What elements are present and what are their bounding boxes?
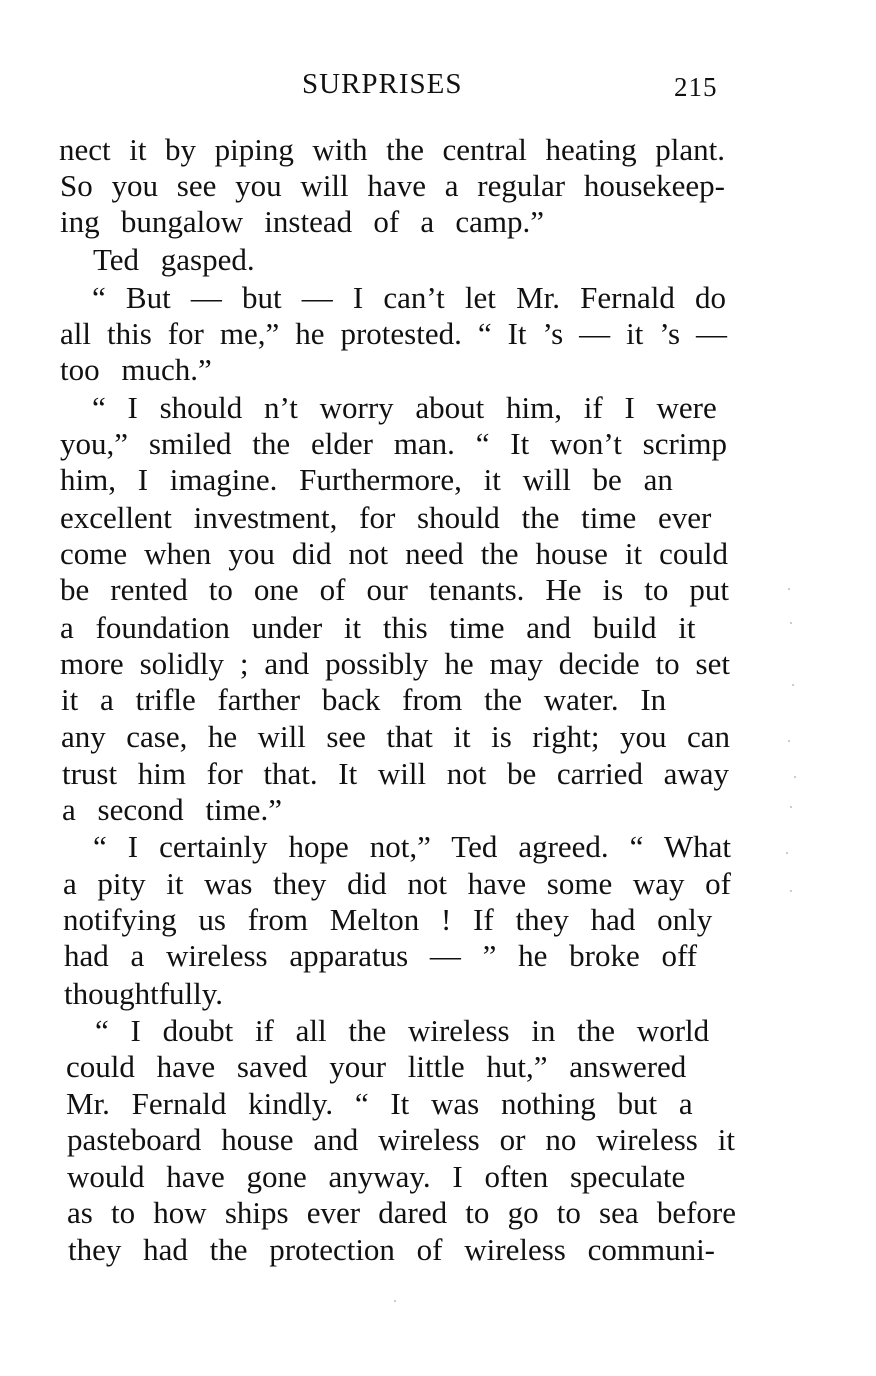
text-line: it a trifle farther back from the water. In	[61, 682, 667, 717]
text-line: thoughtfully.	[64, 976, 224, 1011]
text-line: nect it by piping with the central heating plant.	[59, 132, 725, 167]
scan-speck	[790, 622, 792, 624]
text-line: “ But — but — I can’t let Mr. Fernald do	[92, 280, 726, 315]
text-line: pasteboard house and wireless or no wireless it	[67, 1122, 735, 1157]
running-head	[0, 68, 876, 108]
text-line: they had the protection of wireless communi-	[68, 1232, 716, 1267]
text-line: excellent investment, for should the time ever	[60, 500, 712, 535]
scan-speck	[786, 852, 788, 854]
text-line: Mr. Fernald kindly. “ It was nothing but a	[66, 1086, 693, 1121]
page-number: 215	[674, 72, 718, 102]
text-line: could have saved your little hut,” answered	[66, 1049, 687, 1084]
scan-speck	[394, 1300, 396, 1302]
text-line: notifying us from Melton ! If they had only	[63, 902, 713, 937]
text-line: Ted gasped.	[93, 242, 255, 277]
text-line: come when you did not need the house it could	[60, 536, 728, 571]
text-line: you,” smiled the elder man. “ It won’t scrimp	[60, 426, 727, 461]
text-line: more solidly ; and possibly he may decide to set	[60, 646, 730, 681]
text-line: as to how ships ever dared to go to sea before	[67, 1195, 736, 1230]
text-line: would have gone anyway. I often speculate	[67, 1159, 686, 1194]
text-line: ing bungalow instead of a camp.”	[60, 204, 544, 239]
text-line: trust him for that. It will not be carried away	[62, 756, 729, 791]
scan-speck	[792, 684, 794, 686]
text-line: “ I should n’t worry about him, if I were	[92, 390, 717, 425]
text-line: “ I doubt if all the wireless in the world	[95, 1013, 710, 1048]
text-line: had a wireless apparatus — ” he broke off	[64, 938, 698, 973]
text-line: a pity it was they did not have some way of	[63, 866, 731, 901]
scan-speck	[788, 740, 790, 742]
scan-speck	[790, 806, 792, 808]
running-title: SURPRISES	[302, 68, 463, 100]
scan-speck	[794, 776, 796, 778]
text-line: any case, he will see that it is right; you can	[61, 719, 730, 754]
text-line: him, I imagine. Furthermore, it will be an	[60, 462, 673, 497]
scan-speck	[790, 890, 792, 892]
text-line: So you see you will have a regular housekeep-	[60, 168, 725, 203]
text-line: too much.”	[60, 352, 212, 387]
text-line: a second time.”	[62, 792, 282, 827]
text-line: be rented to one of our tenants. He is to put	[60, 572, 729, 607]
text-line: all this for me,” he protested. “ It ’s — it ’s —	[60, 316, 727, 351]
scan-speck	[788, 588, 790, 590]
text-line: “ I certainly hope not,” Ted agreed. “ What	[93, 829, 731, 864]
text-line: a foundation under it this time and build it	[60, 610, 696, 645]
